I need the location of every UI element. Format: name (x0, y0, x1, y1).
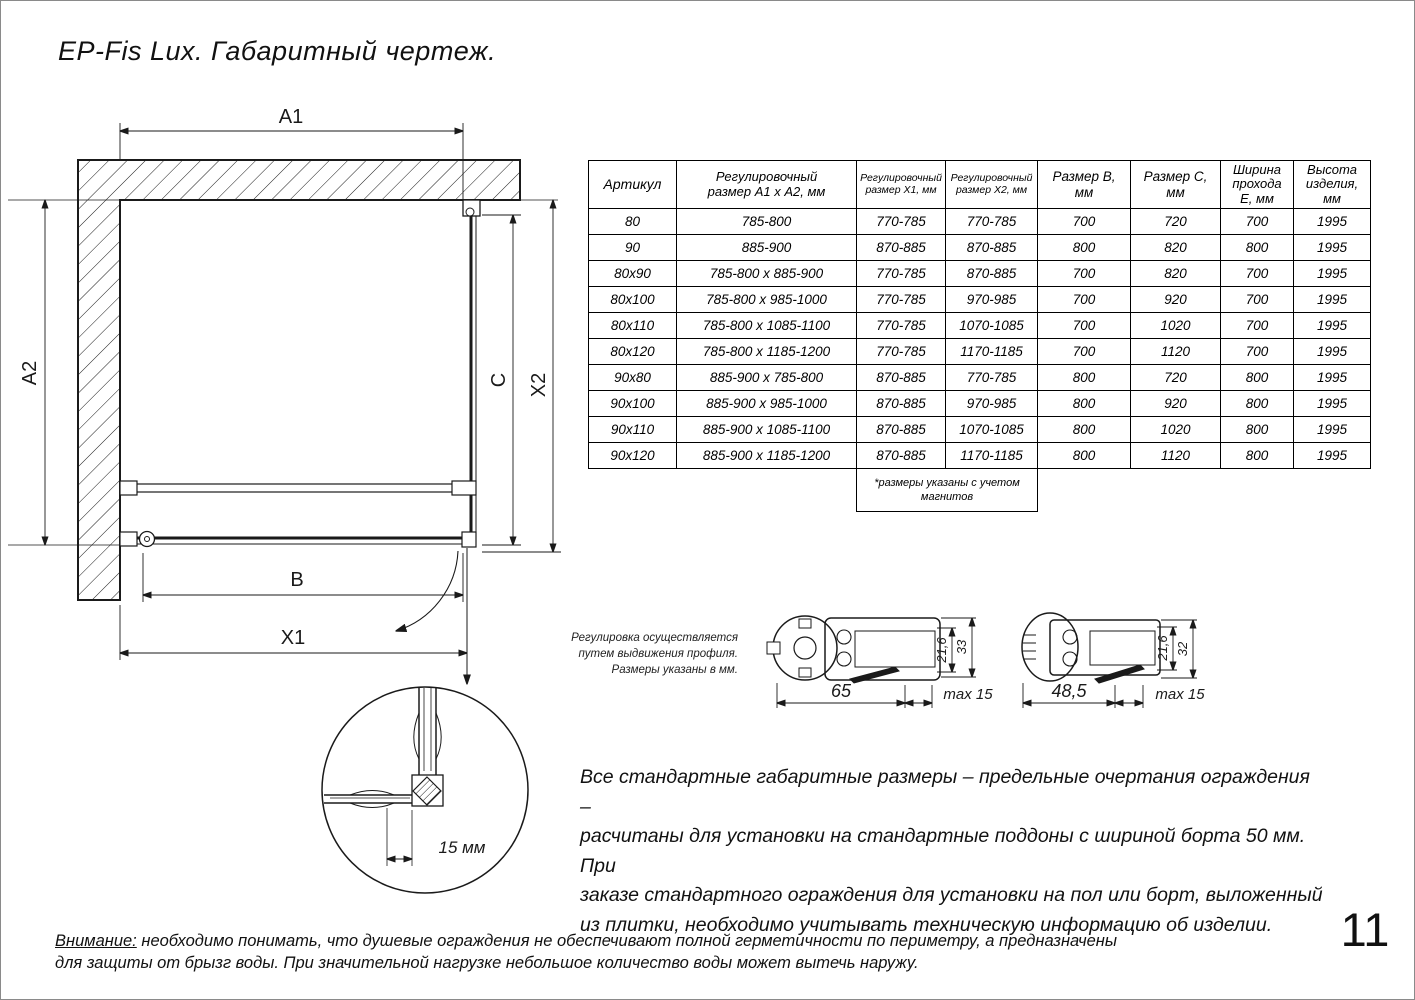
table-row (589, 443, 1371, 469)
dimensional-drawing (0, 85, 570, 915)
table-cell: 800 (1038, 417, 1131, 443)
table-cell: 1020 (1131, 313, 1221, 339)
table-cell: 1020 (1131, 417, 1221, 443)
table-cell: 80x100 (589, 287, 677, 313)
label-a1: A1 (278, 106, 304, 128)
table-cell: 820 (1131, 235, 1221, 261)
table-cell: 700 (1038, 339, 1131, 365)
table-cell: 720 (1131, 365, 1221, 391)
table-header-cell: Артикул (589, 161, 677, 209)
table-cell: 90x80 (589, 365, 677, 391)
table-header-cell: Регулировочный размер А1 х А2, мм (677, 161, 857, 209)
table-cell: 700 (1038, 287, 1131, 313)
label-b: B (290, 569, 304, 591)
table-header-cell: Высота изделия, мм (1294, 161, 1371, 209)
table-cell: 770-785 (857, 261, 946, 287)
table-cell: 770-785 (857, 313, 946, 339)
table-cell: 1995 (1294, 235, 1371, 261)
table-cell: 1120 (1131, 443, 1221, 469)
table-cell: 870-885 (857, 235, 946, 261)
label-x2: X2 (528, 372, 550, 398)
table-cell: 700 (1221, 287, 1294, 313)
table-cell: 770-785 (946, 209, 1038, 235)
table-header-row (589, 161, 1371, 209)
table-cell: 785-800 x 885-900 (677, 261, 857, 287)
label-p2-max: max 15 (1155, 686, 1205, 703)
table-cell: 885-900 x 1185-1200 (677, 443, 857, 469)
size-spec-table (588, 160, 1371, 469)
footer-warning-line (55, 931, 1130, 953)
label-a2: A2 (19, 360, 41, 386)
table-cell: 800 (1038, 391, 1131, 417)
table-row (589, 287, 1371, 313)
table-cell: 1070-1085 (946, 417, 1038, 443)
table-cell: 885-900 x 985-1000 (677, 391, 857, 417)
table-cell: 800 (1038, 235, 1131, 261)
footer-warning (55, 931, 1130, 974)
table-cell: 80x110 (589, 313, 677, 339)
table-cell: 700 (1221, 261, 1294, 287)
table-row (589, 417, 1371, 443)
table-cell: 1070-1085 (946, 313, 1038, 339)
table-cell: 80x120 (589, 339, 677, 365)
table-cell: 80 (589, 209, 677, 235)
table-cell: 920 (1131, 287, 1221, 313)
table-cell: 970-985 (946, 287, 1038, 313)
label-p1-max: max 15 (943, 686, 993, 703)
table-cell: 770-785 (857, 287, 946, 313)
table-cell: 885-900 x 785-800 (677, 365, 857, 391)
table-cell: 700 (1221, 339, 1294, 365)
table-cell: 870-885 (946, 235, 1038, 261)
support-bar (120, 481, 476, 495)
table-cell: 1995 (1294, 339, 1371, 365)
table-cell: 700 (1038, 261, 1131, 287)
label-x1: X1 (280, 627, 306, 649)
label-p1-inner: 21,6 (934, 637, 949, 663)
adjustment-note-line: Размеры указаны в мм. (611, 664, 738, 676)
table-cell: 90 (589, 235, 677, 261)
table-cell: 785-800 (677, 209, 857, 235)
profile-section-1 (767, 616, 940, 683)
label-p2-height: 32 (1175, 641, 1190, 657)
label-c: C (488, 372, 510, 388)
label-p2-width: 48,5 (1051, 681, 1087, 701)
table-cell: 700 (1221, 209, 1294, 235)
table-cell: 1995 (1294, 443, 1371, 469)
table-cell: 90x120 (589, 443, 677, 469)
table-cell: 800 (1221, 391, 1294, 417)
paragraph-line: из плитки, необходимо учитывать техническую информацию об изделии. (580, 913, 1273, 936)
table-cell: 80x90 (589, 261, 677, 287)
table-cell: 800 (1038, 365, 1131, 391)
table-row (589, 313, 1371, 339)
table-cell: 800 (1221, 417, 1294, 443)
table-cell: 870-885 (857, 417, 946, 443)
table-header-cell: Размер С, мм (1131, 161, 1221, 209)
installation-paragraph (580, 763, 1325, 940)
dimension-x1 (120, 605, 467, 660)
table-cell: 970-985 (946, 391, 1038, 417)
table-body (589, 209, 1371, 469)
adjustment-note-line: путем выдвижения профиля. (578, 648, 738, 660)
table-cell: 1995 (1294, 313, 1371, 339)
table-cell: 770-785 (946, 365, 1038, 391)
table-row (589, 391, 1371, 417)
profile-sections-drawing (755, 595, 1255, 730)
table-cell: 90x110 (589, 417, 677, 443)
table-cell: 820 (1131, 261, 1221, 287)
table-cell: 800 (1221, 443, 1294, 469)
table-cell: 870-885 (857, 365, 946, 391)
page-title: EP-Fis Lux. Габаритный чертеж. (58, 36, 497, 66)
adjustment-note-line: Регулировка осуществляется (571, 632, 738, 644)
table-cell: 700 (1038, 209, 1131, 235)
table-cell: 1995 (1294, 209, 1371, 235)
table-cell: 720 (1131, 209, 1221, 235)
table-row (589, 235, 1371, 261)
adjustment-note (566, 630, 738, 678)
table-cell: 1995 (1294, 391, 1371, 417)
table-cell: 1170-1185 (946, 339, 1038, 365)
table-cell: 800 (1038, 443, 1131, 469)
table-cell: 770-785 (857, 209, 946, 235)
page-number: 11 (1340, 903, 1390, 956)
detail-circle (322, 687, 528, 893)
table-cell: 870-885 (857, 391, 946, 417)
table-row (589, 365, 1371, 391)
table-footnote: *размеры указаны с учетом магнитов (856, 468, 1038, 512)
table-cell: 785-800 x 1085-1100 (677, 313, 857, 339)
footer-warning-text: необходимо понимать, что душевые ограждения не обеспечивают полной герметичности по периметру, а предназначены (136, 932, 1118, 950)
dimension-a2 (19, 200, 45, 545)
table-cell: 920 (1131, 391, 1221, 417)
label-detail-dim: 15 мм (438, 838, 486, 857)
table-header-cell: Ширина прохода Е, мм (1221, 161, 1294, 209)
table-header-cell: Регулировочный размер Х2, мм (946, 161, 1038, 209)
table-cell: 885-900 x 1085-1100 (677, 417, 857, 443)
table-cell: 1170-1185 (946, 443, 1038, 469)
paragraph-line: Все стандартные габаритные размеры – предельные очертания ограждения – (580, 766, 1310, 818)
profile-section-2 (1022, 613, 1160, 683)
footer-warning-line: для защиты от брызг воды. При значительной нагрузке небольшое количество воды может вытечь наружу. (55, 953, 919, 972)
dimension-c (482, 215, 521, 545)
table-cell: 1995 (1294, 261, 1371, 287)
table-cell: 1995 (1294, 287, 1371, 313)
table-cell: 785-800 x 985-1000 (677, 287, 857, 313)
dimension-b (143, 553, 463, 602)
door-swing-arc (396, 551, 458, 631)
table-cell: 1995 (1294, 365, 1371, 391)
paragraph-line: заказе стандартного ограждения для установки на пол или борт, выложенный (580, 884, 1323, 906)
table-cell: 885-900 (677, 235, 857, 261)
table-header-cell: Регулировочный размер Х1, мм (857, 161, 946, 209)
label-p2-inner: 21,6 (1155, 635, 1170, 661)
table-cell: 800 (1221, 235, 1294, 261)
table-row (589, 339, 1371, 365)
door-panel (120, 532, 476, 548)
table-cell: 770-785 (857, 339, 946, 365)
table-cell: 700 (1038, 313, 1131, 339)
table-row (589, 261, 1371, 287)
table-cell: 870-885 (857, 443, 946, 469)
table-cell: 90x100 (589, 391, 677, 417)
label-p1-width: 65 (830, 681, 852, 701)
table-cell: 1995 (1294, 417, 1371, 443)
table-header-cell: Размер В, мм (1038, 161, 1131, 209)
table-cell: 785-800 x 1185-1200 (677, 339, 857, 365)
table-cell: 870-885 (946, 261, 1038, 287)
label-p1-height: 33 (954, 639, 969, 655)
table-row (589, 209, 1371, 235)
warning-label: Внимание: (55, 932, 137, 950)
paragraph-line: расчитаны для установки на стандартные поддоны с шириной борта 50 мм. При (580, 825, 1306, 877)
table-cell: 800 (1221, 365, 1294, 391)
table-cell: 700 (1221, 313, 1294, 339)
table-cell: 1120 (1131, 339, 1221, 365)
